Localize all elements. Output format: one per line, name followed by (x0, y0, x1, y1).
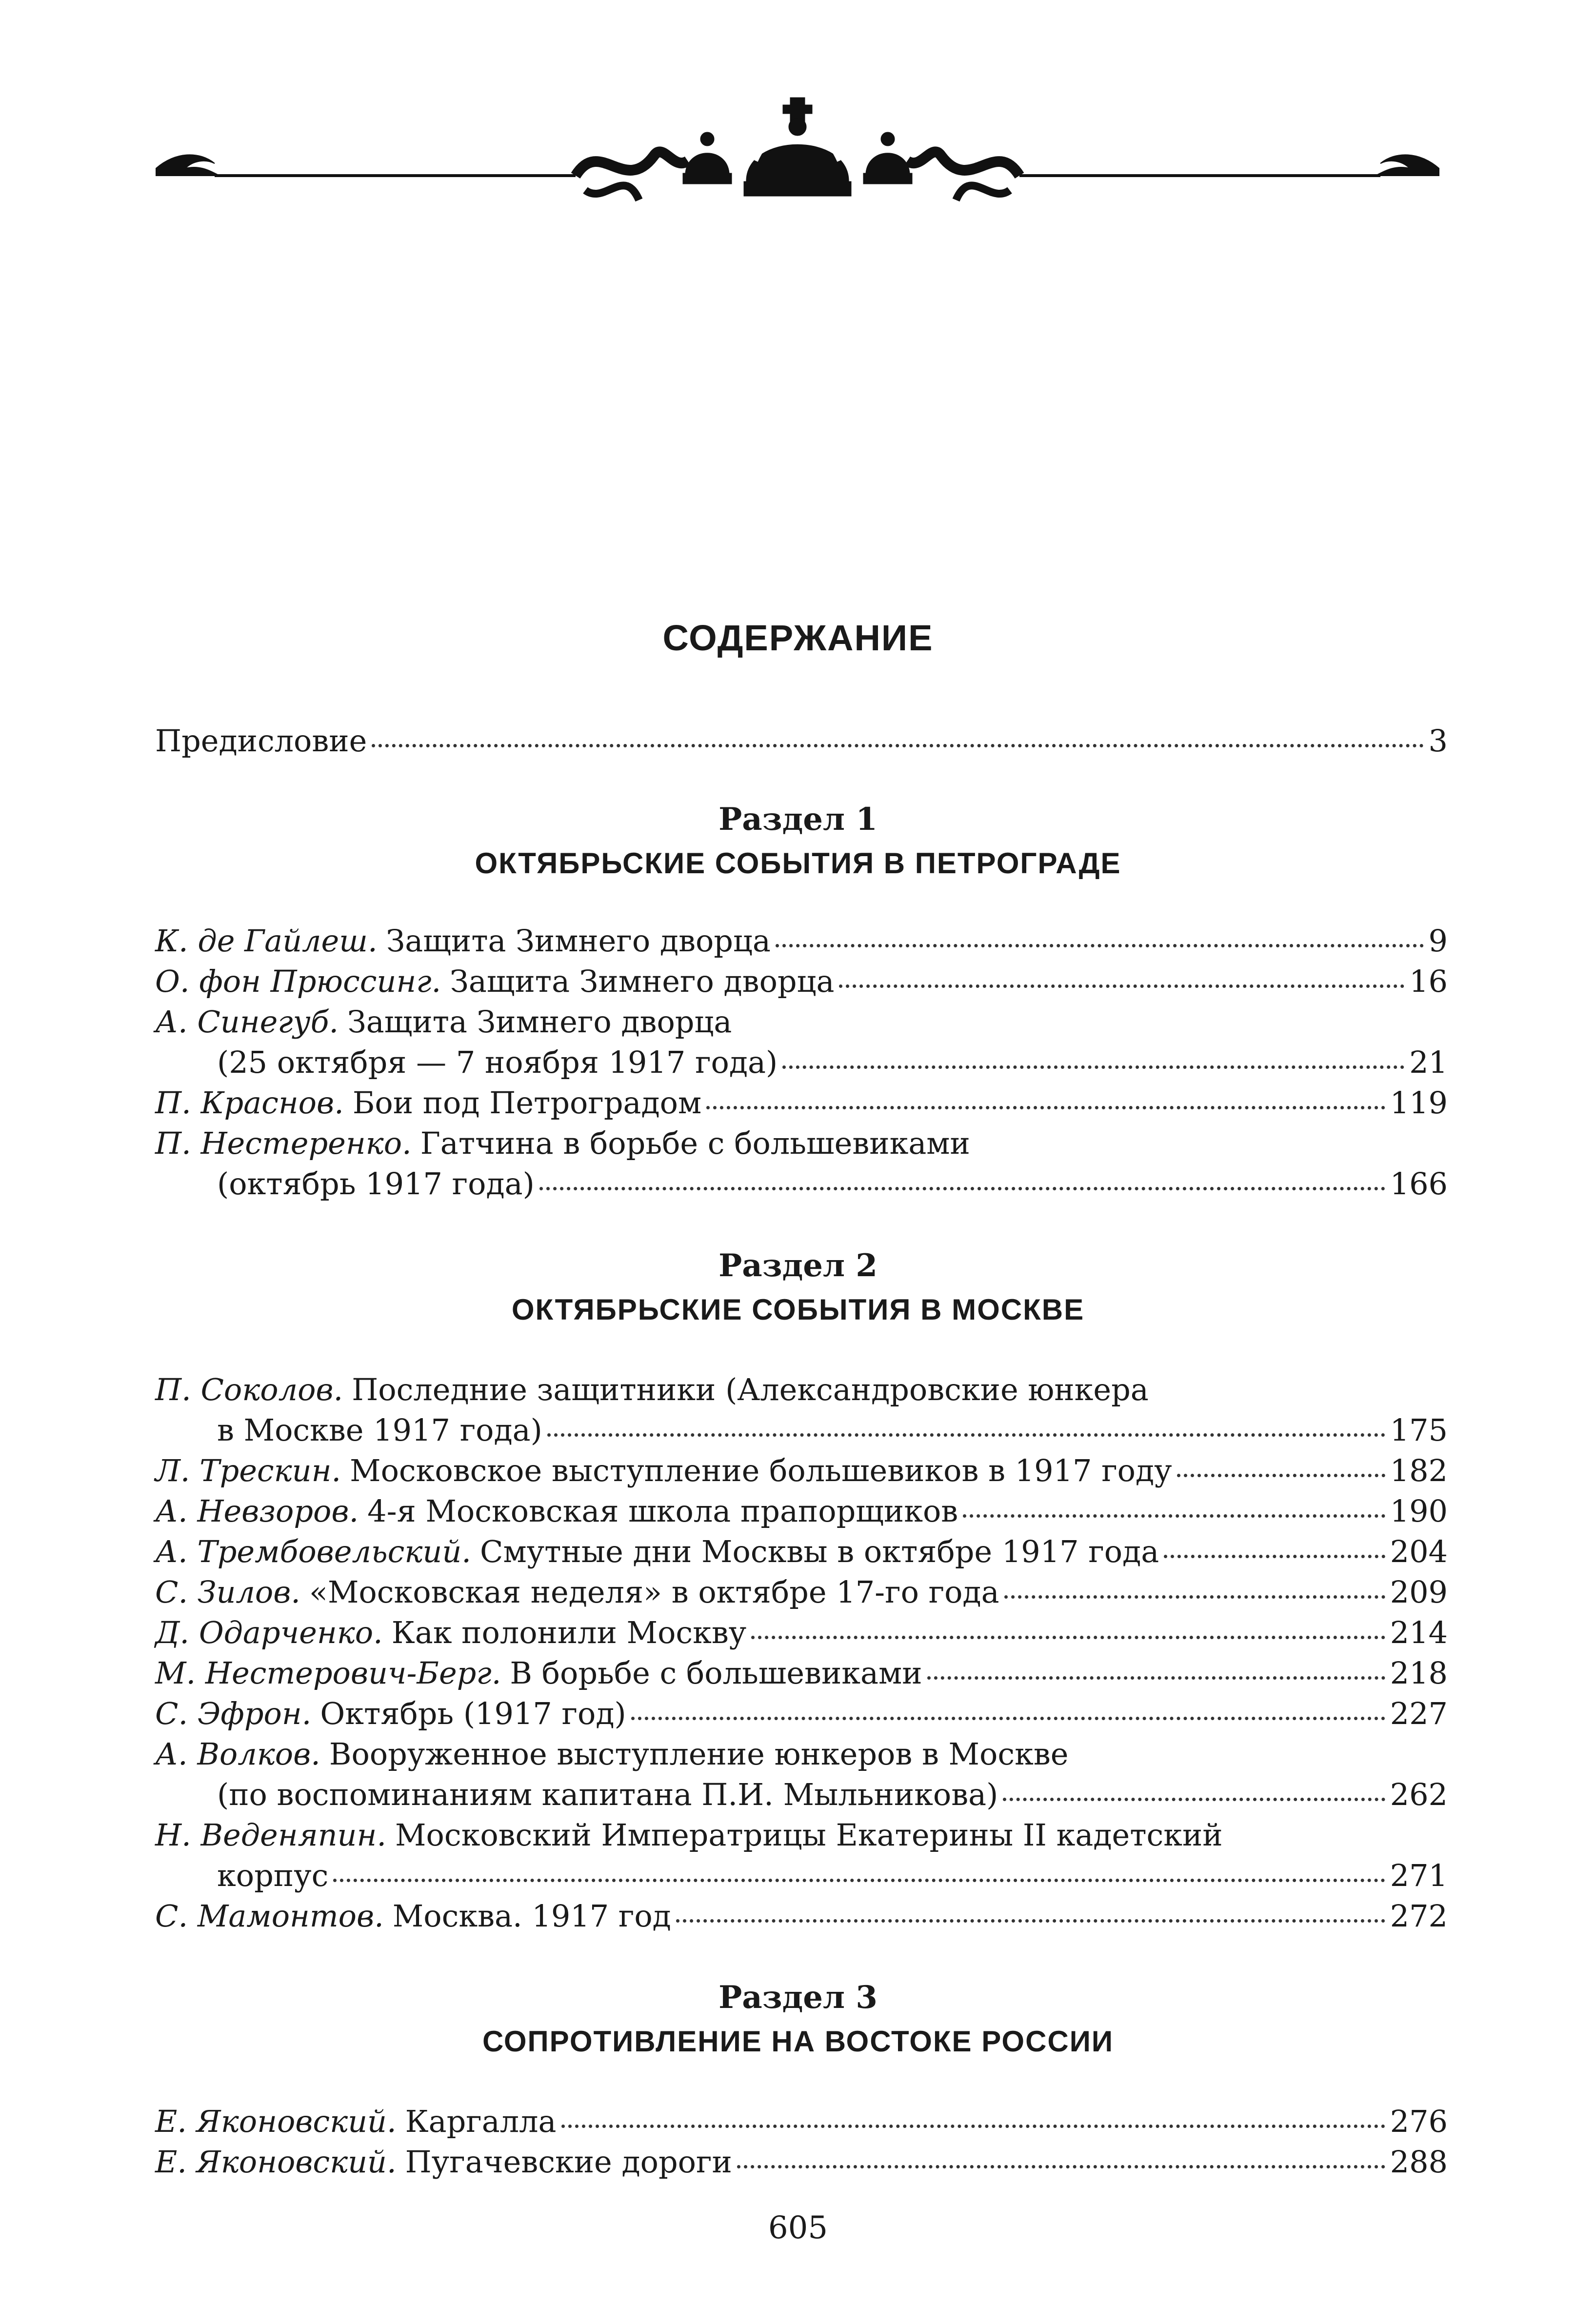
toc-page-number: 175 (1390, 1412, 1448, 1448)
toc-entry-title: Московское выступление большевиков в 1917 году (350, 1453, 1172, 1488)
toc-entry-title: 4-я Московская школа прапорщиков (367, 1493, 958, 1529)
toc-page-number: 209 (1390, 1574, 1448, 1610)
toc-entry-title: В борьбе с большевиками (510, 1655, 922, 1691)
leader-dots (839, 984, 1404, 988)
leader-dots (963, 1514, 1385, 1518)
toc-page-number: 227 (1390, 1696, 1448, 1731)
toc-entry-author: Е. Яконовский. (155, 2104, 397, 2139)
toc-entry-author: О. фон Прюссинг. (155, 963, 441, 999)
toc-page-number: 182 (1390, 1453, 1448, 1488)
toc-entry-continuation[interactable] (217, 1410, 1448, 1450)
toc-page-number: 119 (1390, 1085, 1448, 1121)
toc-entry-author: Е. Яконовский. (155, 2144, 397, 2180)
section-title: ОКТЯБРЬСКИЕ СОБЫТИЯ В МОСКВЕ (511, 1293, 1085, 1326)
toc-entry[interactable] (155, 1491, 1448, 1531)
toc-entry[interactable] (155, 2142, 1448, 2182)
leader-dots (1003, 1798, 1385, 1801)
leader-dots (1004, 1595, 1385, 1599)
toc-entry-author: П. Нестеренко. (155, 1125, 412, 1161)
leader-dots (631, 1717, 1385, 1720)
toc-page-number: 21 (1409, 1044, 1448, 1080)
toc-entry-title: «Московская неделя» в октябре 17-го года (309, 1574, 999, 1610)
toc-entry-first-line[interactable] (155, 1370, 1149, 1410)
toc-entry-author: Д. Одарченко. (155, 1615, 383, 1650)
toc-entry-title-continued: корпус (217, 1858, 329, 1893)
toc-entry-title: Вооруженное выступление юнкеров в Москве (329, 1736, 1069, 1772)
section-title: ОКТЯБРЬСКИЕ СОБЫТИЯ В ПЕТРОГРАДЕ (475, 847, 1121, 880)
toc-page-number: 271 (1390, 1858, 1448, 1893)
page-title: СОДЕРЖАНИЕ (662, 618, 934, 658)
leader-dots (776, 944, 1424, 947)
leader-dots (372, 744, 1423, 747)
toc-page-number: 16 (1409, 963, 1448, 999)
toc-entry-title: Московский Императрицы Екатерины II кадетский (395, 1817, 1223, 1853)
toc-entry-author: А. Синегуб. (155, 1004, 339, 1040)
toc-entry-title: Защита Зимнего дворца (386, 923, 771, 959)
section-number: Раздел 2 (718, 1247, 878, 1284)
toc-entry-author: Н. Веденяпин. (155, 1817, 387, 1853)
toc-entry-title: Смутные дни Москвы в октябре 1917 года (480, 1534, 1159, 1569)
toc-entry-title-continued: в Москве 1917 года) (217, 1412, 542, 1448)
toc-entry-author: П. Краснов. (155, 1085, 344, 1121)
toc-entry-continuation[interactable] (217, 1775, 1448, 1815)
leader-dots (927, 1676, 1385, 1680)
leader-dots (539, 1187, 1385, 1190)
toc-entry-title-continued: (25 октября — 7 ноября 1917 года) (217, 1044, 778, 1080)
toc-entry-continuation[interactable] (217, 1164, 1448, 1204)
toc-entry[interactable] (155, 2102, 1448, 2142)
toc-entry[interactable] (155, 1572, 1448, 1612)
toc-page-number: 262 (1390, 1777, 1448, 1812)
toc-entry[interactable] (155, 1613, 1448, 1653)
toc-entry[interactable] (155, 1653, 1448, 1693)
toc-entry-title: Предисловие (155, 723, 367, 759)
toc-page-number: 9 (1428, 923, 1448, 959)
toc-page-number: 218 (1390, 1655, 1448, 1691)
leader-dots (706, 1106, 1385, 1109)
toc-entry[interactable] (155, 1083, 1448, 1123)
toc-entry-title: Как полонили Москву (391, 1615, 747, 1650)
toc-entry-author: М. Нестерович-Берг. (155, 1655, 501, 1691)
leader-dots (1164, 1555, 1385, 1558)
toc-entry-title-continued: (по воспоминаниям капитана П.И. Мыльникова) (217, 1777, 998, 1812)
toc-entry-title: Пугачевские дороги (405, 2144, 732, 2180)
toc-entry-author: С. Зилов. (155, 1574, 301, 1610)
toc-entry-title: Москва. 1917 год (392, 1898, 671, 1934)
leader-dots (561, 2125, 1385, 2128)
toc-page-number: 272 (1390, 1898, 1448, 1934)
leader-dots (737, 2165, 1385, 2168)
leader-dots (333, 1879, 1385, 1882)
toc-entry-author: П. Соколов. (155, 1372, 343, 1407)
leader-dots (782, 1065, 1404, 1069)
toc-page-number: 276 (1390, 2104, 1448, 2139)
leader-dots (676, 1919, 1385, 1923)
toc-entry-author: К. де Гайлеш. (155, 923, 378, 959)
leader-dots (751, 1636, 1385, 1639)
toc-entry-title: Гатчина в борьбе с большевиками (420, 1125, 970, 1161)
toc-entry-first-line[interactable] (155, 1815, 1223, 1855)
crown-ornament-icon (146, 78, 1449, 224)
toc-entry-author: А. Невзоров. (155, 1493, 359, 1529)
toc-entry-first-line[interactable] (155, 1123, 970, 1164)
toc-entry-first-line[interactable] (155, 1002, 732, 1042)
toc-entry-continuation[interactable] (217, 1856, 1448, 1896)
toc-entry-title: Каргалла (405, 2104, 557, 2139)
toc-entry-title: Защита Зимнего дворца (450, 963, 835, 999)
section-heading-1 (0, 798, 1596, 885)
leader-dots (547, 1433, 1385, 1437)
toc-entry-title: Защита Зимнего дворца (347, 1004, 732, 1040)
toc-entry-first-line[interactable] (155, 1734, 1068, 1774)
toc-entry-title: Последние защитники (Александровские юнкера (352, 1372, 1149, 1407)
toc-entry-preface[interactable] (155, 721, 1448, 761)
toc-page-number: 166 (1390, 1166, 1448, 1202)
toc-entry-author: А. Волков. (155, 1736, 320, 1772)
toc-entry-author: С. Эфрон. (155, 1696, 312, 1731)
toc-entry[interactable] (155, 1532, 1448, 1572)
toc-page-number: 190 (1390, 1493, 1448, 1529)
toc-entry-title: Бои под Петроградом (352, 1085, 702, 1121)
leader-dots (1177, 1474, 1385, 1477)
page-number: 605 (768, 2210, 828, 2246)
toc-entry[interactable] (155, 962, 1448, 1002)
toc-entry[interactable] (155, 921, 1448, 961)
toc-entry-continuation[interactable] (217, 1043, 1448, 1083)
toc-entry-author: Л. Трескин. (155, 1453, 341, 1488)
section-title: СОПРОТИВЛЕНИЕ НА ВОСТОКЕ РОССИИ (482, 2025, 1114, 2058)
section-heading-2 (0, 1244, 1596, 1332)
section-heading-3 (0, 1976, 1596, 2064)
toc-entry-author: С. Мамонтов. (155, 1898, 384, 1934)
section-number: Раздел 3 (718, 1979, 878, 2016)
toc-entry[interactable] (155, 1451, 1448, 1491)
section-number: Раздел 1 (718, 801, 878, 838)
toc-entry[interactable] (155, 1896, 1448, 1936)
toc-entry[interactable] (155, 1694, 1448, 1734)
toc-page-number: 214 (1390, 1615, 1448, 1650)
toc-page-number: 288 (1390, 2144, 1448, 2180)
toc-page-number: 3 (1428, 723, 1448, 759)
toc-entry-author: А. Трембовельский. (155, 1534, 472, 1569)
toc-entry-title-continued: (октябрь 1917 года) (217, 1166, 535, 1202)
toc-entry-title: Октябрь (1917 год) (320, 1696, 626, 1731)
toc-page-number: 204 (1390, 1534, 1448, 1569)
